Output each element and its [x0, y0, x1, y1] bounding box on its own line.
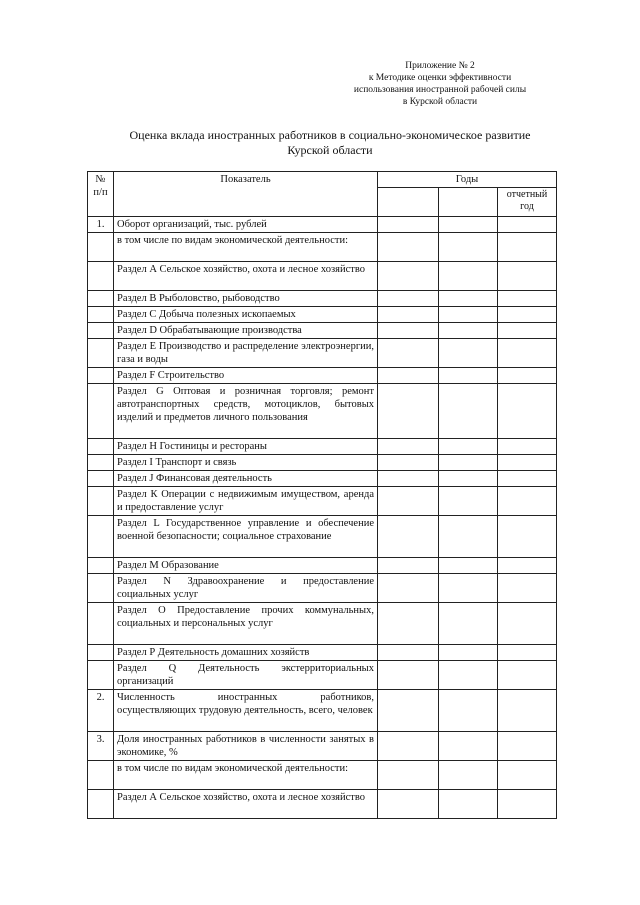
year-value-cell[interactable]: [378, 603, 439, 645]
row-number: [88, 471, 114, 487]
table-row: [88, 455, 557, 471]
header-years: Годы: [378, 172, 557, 188]
row-number: [88, 323, 114, 339]
year-value-cell[interactable]: [498, 645, 557, 661]
row-number: [88, 368, 114, 384]
header-report-year: отчетный год: [498, 188, 557, 217]
year-value-cell[interactable]: [378, 323, 439, 339]
year-value-cell[interactable]: [498, 384, 557, 439]
year-col-1: [378, 188, 439, 217]
year-value-cell[interactable]: [439, 603, 498, 645]
year-value-cell[interactable]: [498, 233, 557, 262]
year-value-cell[interactable]: [378, 645, 439, 661]
row-number: [88, 516, 114, 558]
row-number: [88, 487, 114, 516]
year-value-cell[interactable]: [439, 455, 498, 471]
table-row: [88, 384, 557, 439]
year-value-cell[interactable]: [498, 471, 557, 487]
year-value-cell[interactable]: [439, 487, 498, 516]
year-value-cell[interactable]: [439, 661, 498, 690]
year-value-cell[interactable]: [439, 262, 498, 291]
year-value-cell[interactable]: [378, 384, 439, 439]
document-title: [60, 128, 600, 158]
year-value-cell[interactable]: [378, 661, 439, 690]
year-value-cell[interactable]: [439, 574, 498, 603]
row-indicator: Раздел D Обрабатывающие производства: [114, 323, 378, 339]
year-value-cell[interactable]: [439, 732, 498, 761]
year-value-cell[interactable]: [378, 732, 439, 761]
row-indicator: Раздел С Добыча полезных ископаемых: [114, 307, 378, 323]
year-value-cell[interactable]: [378, 471, 439, 487]
row-number: [88, 384, 114, 439]
table-row: [88, 323, 557, 339]
table-row: [88, 439, 557, 455]
year-value-cell[interactable]: [498, 558, 557, 574]
year-value-cell[interactable]: [439, 307, 498, 323]
year-value-cell[interactable]: [498, 690, 557, 732]
table-row: [88, 558, 557, 574]
year-value-cell[interactable]: [378, 291, 439, 307]
appendix-line: к Методике оценки эффективности: [368, 73, 512, 83]
year-value-cell[interactable]: [498, 262, 557, 291]
row-indicator: Раздел F Строительство: [114, 368, 378, 384]
row-indicator: в том числе по видам экономической деятельности:: [114, 233, 378, 262]
year-value-cell[interactable]: [498, 732, 557, 761]
year-value-cell[interactable]: [498, 603, 557, 645]
year-value-cell[interactable]: [378, 455, 439, 471]
year-value-cell[interactable]: [378, 217, 439, 233]
row-indicator: Раздел I Транспорт и связь: [114, 455, 378, 471]
row-indicator: Раздел G Оптовая и розничная торговля; ремонт автотранспортных средств, мотоциклов, бытовых изделий и предметов личного пользования: [114, 384, 378, 439]
row-indicator: Раздел В Рыболовство, рыбоводство: [114, 291, 378, 307]
row-indicator: Доля иностранных работников в численности занятых в экономике, %: [114, 732, 378, 761]
year-value-cell[interactable]: [378, 487, 439, 516]
year-value-cell[interactable]: [439, 645, 498, 661]
row-number: [88, 307, 114, 323]
row-number: [88, 291, 114, 307]
table-row: [88, 368, 557, 384]
year-value-cell[interactable]: [498, 291, 557, 307]
table-row: [88, 217, 557, 233]
row-indicator: Раздел J Финансовая деятельность: [114, 471, 378, 487]
year-value-cell[interactable]: [439, 323, 498, 339]
table-row: [88, 661, 557, 690]
row-number: 3.: [88, 732, 114, 761]
year-value-cell[interactable]: [378, 690, 439, 732]
table-row: [88, 339, 557, 368]
row-number: [88, 558, 114, 574]
year-value-cell[interactable]: [498, 323, 557, 339]
year-value-cell[interactable]: [439, 439, 498, 455]
row-number: 2.: [88, 690, 114, 732]
table-row: [88, 603, 557, 645]
year-value-cell[interactable]: [378, 574, 439, 603]
year-value-cell[interactable]: [498, 761, 557, 790]
table-row: [88, 291, 557, 307]
table-header-row: [88, 172, 557, 188]
row-number: [88, 790, 114, 819]
header-num: № п/п: [88, 172, 114, 217]
year-value-cell[interactable]: [498, 516, 557, 558]
row-number: [88, 233, 114, 262]
row-number: [88, 262, 114, 291]
year-value-cell[interactable]: [498, 307, 557, 323]
row-number: [88, 339, 114, 368]
appendix-note: [300, 60, 580, 108]
year-value-cell[interactable]: [439, 291, 498, 307]
table-row: [88, 307, 557, 323]
year-value-cell[interactable]: [498, 217, 557, 233]
table-row: [88, 732, 557, 761]
row-number: 1.: [88, 217, 114, 233]
year-value-cell[interactable]: [378, 233, 439, 262]
row-number: [88, 439, 114, 455]
year-value-cell[interactable]: [439, 516, 498, 558]
table-row: [88, 516, 557, 558]
year-value-cell[interactable]: [439, 761, 498, 790]
row-indicator: Раздел Р Деятельность домашних хозяйств: [114, 645, 378, 661]
table-row: [88, 471, 557, 487]
table-row: [88, 487, 557, 516]
year-value-cell[interactable]: [378, 439, 439, 455]
year-value-cell[interactable]: [378, 262, 439, 291]
row-number: [88, 661, 114, 690]
year-value-cell[interactable]: [498, 790, 557, 819]
title-line: Оценка вклада иностранных работников в социально-экономическое развитие: [129, 128, 531, 142]
table-row: [88, 790, 557, 819]
year-value-cell[interactable]: [439, 368, 498, 384]
appendix-line: использования иностранной рабочей силы: [353, 85, 527, 95]
year-col-2: [439, 188, 498, 217]
table-row: [88, 233, 557, 262]
table-row: [88, 262, 557, 291]
year-value-cell[interactable]: [498, 574, 557, 603]
appendix-line: Приложение № 2: [405, 61, 475, 71]
year-value-cell[interactable]: [439, 558, 498, 574]
appendix-line: в Курской области: [402, 97, 478, 107]
year-value-cell[interactable]: [498, 487, 557, 516]
row-indicator: в том числе по видам экономической деятельности:: [114, 761, 378, 790]
row-indicator: Раздел А Сельское хозяйство, охота и лесное хозяйство: [114, 262, 378, 291]
year-value-cell[interactable]: [439, 233, 498, 262]
row-indicator: Раздел К Операции с недвижимым имуществом, аренда и предоставление услуг: [114, 487, 378, 516]
row-indicator: Раздел О Предоставление прочих коммунальных, социальных и персональных услуг: [114, 603, 378, 645]
indicators-table: [87, 171, 557, 819]
year-value-cell[interactable]: [498, 368, 557, 384]
year-value-cell[interactable]: [498, 661, 557, 690]
year-value-cell[interactable]: [439, 790, 498, 819]
row-number: [88, 761, 114, 790]
row-number: [88, 603, 114, 645]
row-indicator: Численность иностранных работников, осуществляющих трудовую деятельность, всего, человек: [114, 690, 378, 732]
row-indicator: Раздел N Здравоохранение и предоставление социальных услуг: [114, 574, 378, 603]
year-value-cell[interactable]: [498, 339, 557, 368]
row-number: [88, 455, 114, 471]
year-value-cell[interactable]: [378, 558, 439, 574]
year-value-cell[interactable]: [439, 690, 498, 732]
row-indicator: Раздел А Сельское хозяйство, охота и лесное хозяйство: [114, 790, 378, 819]
row-indicator: Раздел М Образование: [114, 558, 378, 574]
year-value-cell[interactable]: [439, 471, 498, 487]
row-indicator: Раздел L Государственное управление и обеспечение военной безопасности; социальное страхование: [114, 516, 378, 558]
header-indicator: Показатель: [114, 172, 378, 217]
year-value-cell[interactable]: [378, 339, 439, 368]
table-row: [88, 761, 557, 790]
year-value-cell[interactable]: [498, 439, 557, 455]
row-number: [88, 645, 114, 661]
row-indicator: Оборот организаций, тыс. рублей: [114, 217, 378, 233]
row-indicator: Раздел Е Производство и распределение электроэнергии, газа и воды: [114, 339, 378, 368]
year-value-cell[interactable]: [439, 384, 498, 439]
table-row: [88, 690, 557, 732]
year-value-cell[interactable]: [439, 217, 498, 233]
table-row: [88, 645, 557, 661]
row-indicator: Раздел Q Деятельность экстерриториальных организаций: [114, 661, 378, 690]
year-value-cell[interactable]: [378, 368, 439, 384]
year-value-cell[interactable]: [378, 790, 439, 819]
year-value-cell[interactable]: [378, 761, 439, 790]
year-value-cell[interactable]: [439, 339, 498, 368]
table-row: [88, 574, 557, 603]
year-value-cell[interactable]: [498, 455, 557, 471]
title-line: Курской области: [287, 143, 373, 157]
row-indicator: Раздел Н Гостиницы и рестораны: [114, 439, 378, 455]
table-body: [88, 217, 557, 819]
year-value-cell[interactable]: [378, 307, 439, 323]
row-number: [88, 574, 114, 603]
year-value-cell[interactable]: [378, 516, 439, 558]
